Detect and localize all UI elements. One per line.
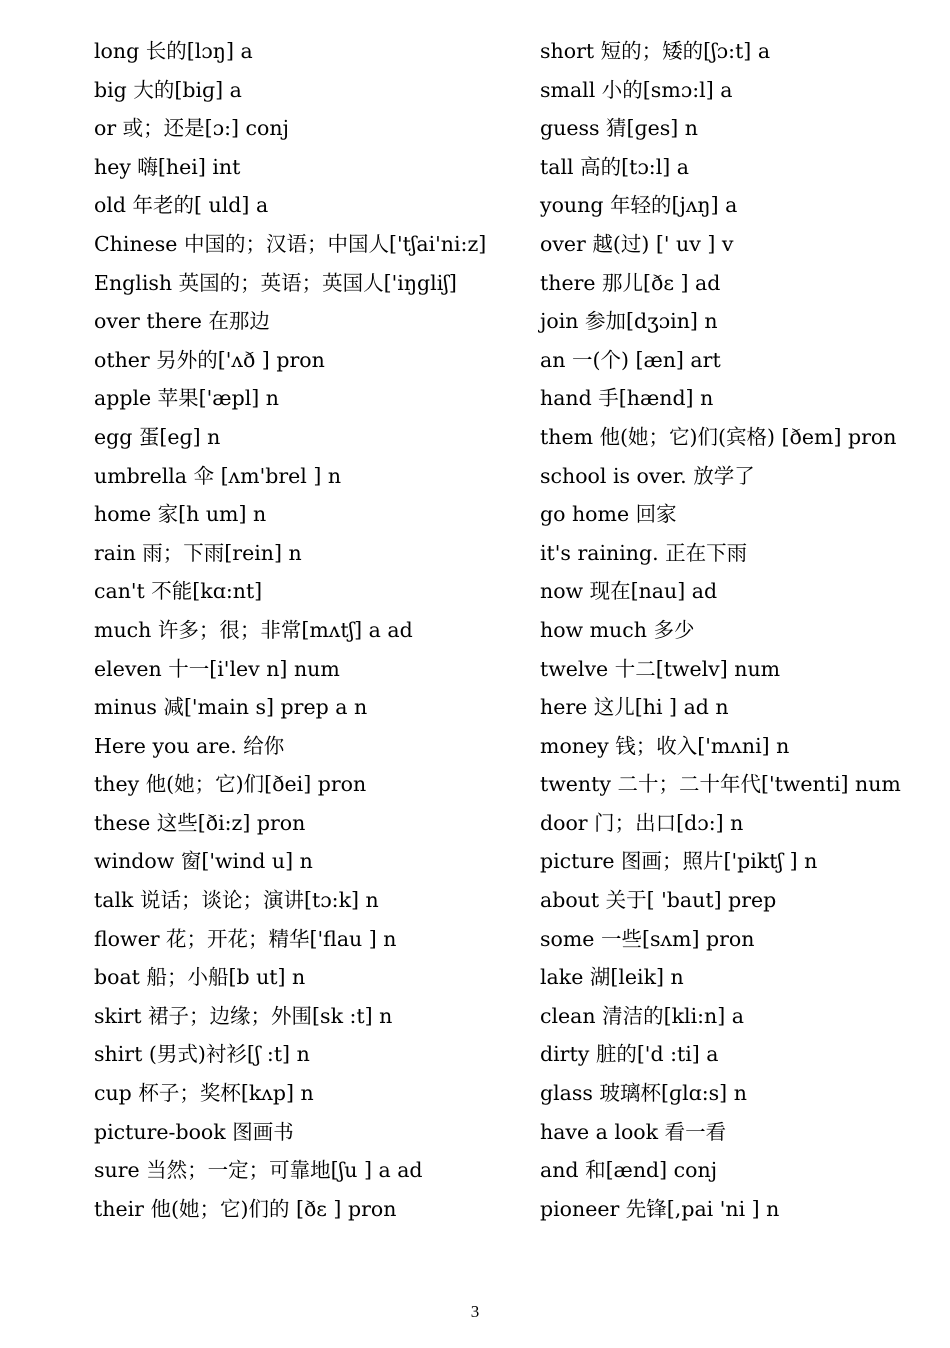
- vocab-entry: long 长的[lɔŋ] a: [94, 39, 253, 63]
- vocab-entry: lake 湖[leik] n: [540, 965, 684, 990]
- vocab-entry: guess 猜[ɡes] n: [540, 116, 699, 141]
- vocab-entry: how much 多少: [540, 617, 695, 642]
- vocab-entry: there 那儿[ðɛ ] ad: [540, 270, 721, 295]
- vocab-entry: short 短的；矮的[ʃɔ:t] a: [540, 39, 771, 63]
- vocab-entry: hey 嗨[hei] int: [94, 154, 241, 179]
- vocab-entry: or 或；还是[ɔ:] conj: [94, 116, 289, 141]
- vocab-entry: them 他(她；它)们(宾格) [ðem] pron: [540, 424, 897, 449]
- vocab-entry: apple 苹果['æpl] n: [94, 386, 279, 411]
- vocab-entry: sure 当然；一定；可靠地[ʃu ] a ad: [94, 1158, 423, 1183]
- vocab-entry: over 越(过) [' uv ] v: [540, 231, 734, 256]
- vocab-entry: can't 不能[kɑ:nt]: [94, 579, 263, 604]
- vocab-entry: shirt (男式)衬衫[ʃ :t] n: [94, 1042, 310, 1067]
- vocab-entry: about 关于[ 'baut] prep: [540, 888, 777, 913]
- vocab-entry: these 这些[ði:z] pron: [94, 810, 306, 835]
- vocab-entry: big 大的[biɡ] a: [94, 77, 242, 102]
- vocab-entry: rain 雨；下雨[rein] n: [94, 540, 302, 565]
- vocab-entry: go home 回家: [540, 502, 677, 527]
- right-column: [540, 32, 940, 1228]
- vocab-entry: pioneer 先锋[,pai 'ni ] n: [540, 1196, 780, 1221]
- vocab-entry: twelve 十二[twelv] num: [540, 656, 781, 681]
- vocab-entry: flower 花；开花；精华['flau ] n: [94, 926, 397, 951]
- vocab-entry: umbrella 伞 [ʌm'brel ] n: [94, 463, 342, 488]
- vocab-entry: some 一些[sʌm] pron: [540, 926, 755, 951]
- vocab-entry: over there 在那边: [94, 309, 270, 334]
- page-number: 3: [470, 1302, 480, 1321]
- vocab-entry: here 这儿[hi ] ad n: [540, 695, 729, 720]
- vocab-entry: eleven 十一[i'lev n] num: [94, 656, 340, 681]
- vocab-entry: school is over. 放学了: [540, 463, 755, 488]
- vocab-entry: window 窗['wind u] n: [94, 849, 313, 874]
- vocab-entry: egg 蛋[eɡ] n: [94, 424, 221, 449]
- vocab-entry: other 另外的['ʌð ] pron: [94, 347, 325, 372]
- vocab-entry: they 他(她；它)们[ðei] pron: [94, 772, 367, 797]
- vocab-entry: Here you are. 给你: [94, 733, 285, 758]
- vocab-entry: picture 图画；照片['piktʃ ] n: [540, 849, 818, 874]
- vocab-entry: clean 清洁的[kli:n] a: [540, 1003, 744, 1028]
- vocab-entry: young 年轻的[jʌŋ] a: [540, 193, 738, 218]
- vocab-entry: talk 说话；谈论；演讲[tɔ:k] n: [94, 888, 379, 913]
- vocab-entry: tall 高的[tɔ:l] a: [540, 154, 690, 179]
- vocab-entry: dirty 脏的['d :ti] a: [540, 1042, 719, 1067]
- vocab-entry: boat 船；小船[b ut] n: [94, 965, 306, 990]
- vocab-entry: and 和[ænd] conj: [540, 1158, 718, 1183]
- vocab-entry: home 家[h um] n: [94, 502, 267, 527]
- vocab-entry: their 他(她；它)们的 [ðɛ ] pron: [94, 1196, 397, 1221]
- vocab-entry: door 门；出口[dɔ:] n: [540, 810, 744, 835]
- vocab-entry: Chinese 中国的；汉语；中国人['tʃai'ni:z]: [94, 231, 487, 256]
- vocab-entry: minus 减['main s] prep a n: [94, 695, 368, 720]
- left-column: [94, 32, 534, 1228]
- vocab-entry: much 许多；很；非常[mʌtʃ] a ad: [94, 617, 413, 642]
- vocab-entry: have a look 看一看: [540, 1119, 727, 1144]
- vocab-entry: picture-book 图画书: [94, 1119, 294, 1144]
- vocab-entry: old 年老的[ uld] a: [94, 193, 269, 218]
- vocab-entry: it's raining. 正在下雨: [540, 540, 748, 565]
- vocab-entry: skirt 裙子；边缘；外围[sk :t] n: [94, 1003, 393, 1028]
- vocab-entry: now 现在[nau] ad: [540, 579, 718, 604]
- vocab-entry: cup 杯子；奖杯[kʌp] n: [94, 1081, 314, 1106]
- vocab-entry: an 一(个) [æn] art: [540, 347, 721, 372]
- vocab-entry: twenty 二十；二十年代['twenti] num: [540, 772, 901, 797]
- vocab-entry: English 英国的；英语；英国人['iŋgliʃ]: [94, 270, 457, 295]
- vocab-entry: hand 手[hænd] n: [540, 386, 714, 411]
- vocab-entry: join 参加[dʒɔin] n: [540, 309, 718, 334]
- vocab-entry: small 小的[smɔ:l] a: [540, 77, 733, 102]
- vocab-entry: glass 玻璃杯[ɡlɑ:s] n: [540, 1081, 747, 1106]
- vocab-entry: money 钱；收入['mʌni] n: [540, 733, 790, 758]
